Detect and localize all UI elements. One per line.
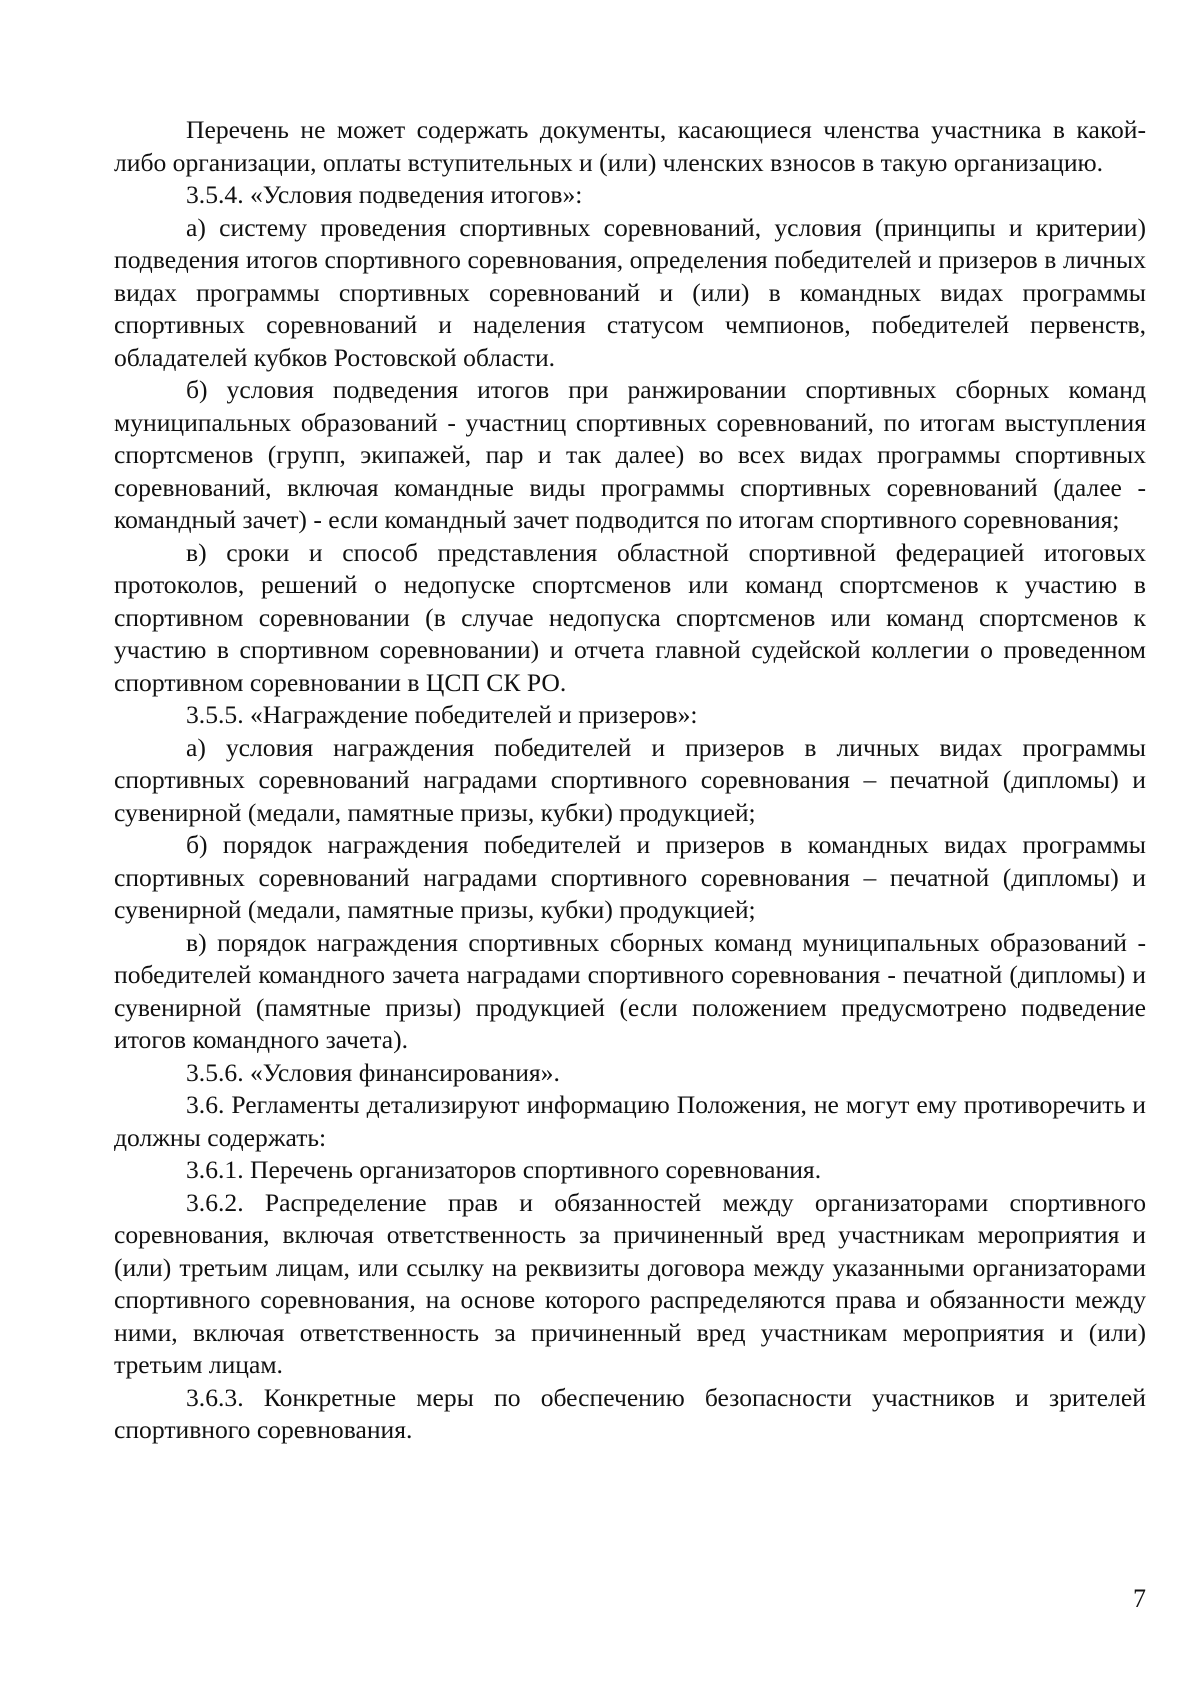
paragraph-membership-note: Перечень не может содержать документы, касающиеся членства участника в какой-либо организации, оплаты вступительных и (или) членских взносов в такую организацию.: [114, 115, 1146, 177]
section-3-5-4-heading: 3.5.4. «Условия подведения итогов»:: [186, 180, 583, 209]
section-3-6-heading: 3.6. Регламенты детализируют информацию Положения, не могут ему противоречить и должны содержать:: [114, 1090, 1146, 1152]
paragraph-3-6-2: 3.6.2. Распределение прав и обязанностей между организаторами спортивного соревнования, включая ответственность за причиненный вред участникам мероприятия и (или) третьим лицам, или ссылку на реквизиты договора между указанными организаторами спортивного соревнования, на основе которого распределяются права и обязанности между ними, включая ответственность за причиненный вред участникам мероприятия и (или) третьим лицам.: [114, 1187, 1146, 1379]
paragraph-3-5-5-b: б) порядок награждения победителей и призеров в командных видах программы спортивных соревнований наградами спортивного соревнования – печатной (дипломы) и сувенирной (медали, памятные призы, кубки) продукцией;: [114, 830, 1146, 924]
paragraph-3-5-5-a: а) условия награждения победителей и призеров в личных видах программы спортивных соревнований наградами спортивного соревнования – печатной (дипломы) и сувенирной (медали, памятные призы, кубки) продукцией;: [114, 732, 1146, 827]
page-number: 7: [1133, 1584, 1146, 1613]
document-body: [114, 114, 1146, 1447]
section-3-5-6-heading: 3.5.6. «Условия финансирования».: [186, 1057, 560, 1087]
paragraph-3-6-1: 3.6.1. Перечень организаторов спортивного соревнования.: [186, 1155, 822, 1184]
paragraph-3-5-4-b: б) условия подведения итогов при ранжировании спортивных сборных команд муниципальных образований - участниц спортивных соревнований, по итогам выступления спортсменов (групп, экипажей, пар и так далее) во всех видах программы спортивных соревнований, включая командные виды программы спортивных соревнований (далее - командный зачет) - если командный зачет подводится по итогам спортивного соревнования;: [114, 375, 1146, 534]
paragraph-3-6-3: 3.6.3. Конкретные меры по обеспечению безопасности участников и зрителей спортивного соревнования.: [114, 1382, 1146, 1444]
section-3-5-5-heading: 3.5.5. «Награждение победителей и призеров»:: [186, 700, 698, 729]
paragraph-3-5-4-v: в) сроки и способ представления областной спортивной федерацией итоговых протоколов, решений о недопуске спортсменов или команд спортсменов к участию в спортивном соревновании (в случае недопуска спортсменов или команд спортсменов к участию в спортивном соревновании) и отчета главной судейской коллегии о проведенном спортивном соревновании в ЦСП СК РО.: [114, 537, 1146, 697]
paragraph-3-5-4-a: а) систему проведения спортивных соревнований, условия (принципы и критерии) подведения итогов спортивного соревнования, определения победителей и призеров в личных видах программы спортивных соревнований и (или) в командных видах программы спортивных соревнований и наделения статусом чемпионов, победителей первенств, обладателей кубков Ростовской области.: [114, 212, 1146, 372]
paragraph-3-5-5-v: в) порядок награждения спортивных сборных команд муниципальных образований - победителей командного зачета наградами спортивного соревнования - печатной (дипломы) и сувенирной (памятные призы) продукцией (если положением предусмотрено подведение итогов командного зачета).: [114, 927, 1146, 1054]
